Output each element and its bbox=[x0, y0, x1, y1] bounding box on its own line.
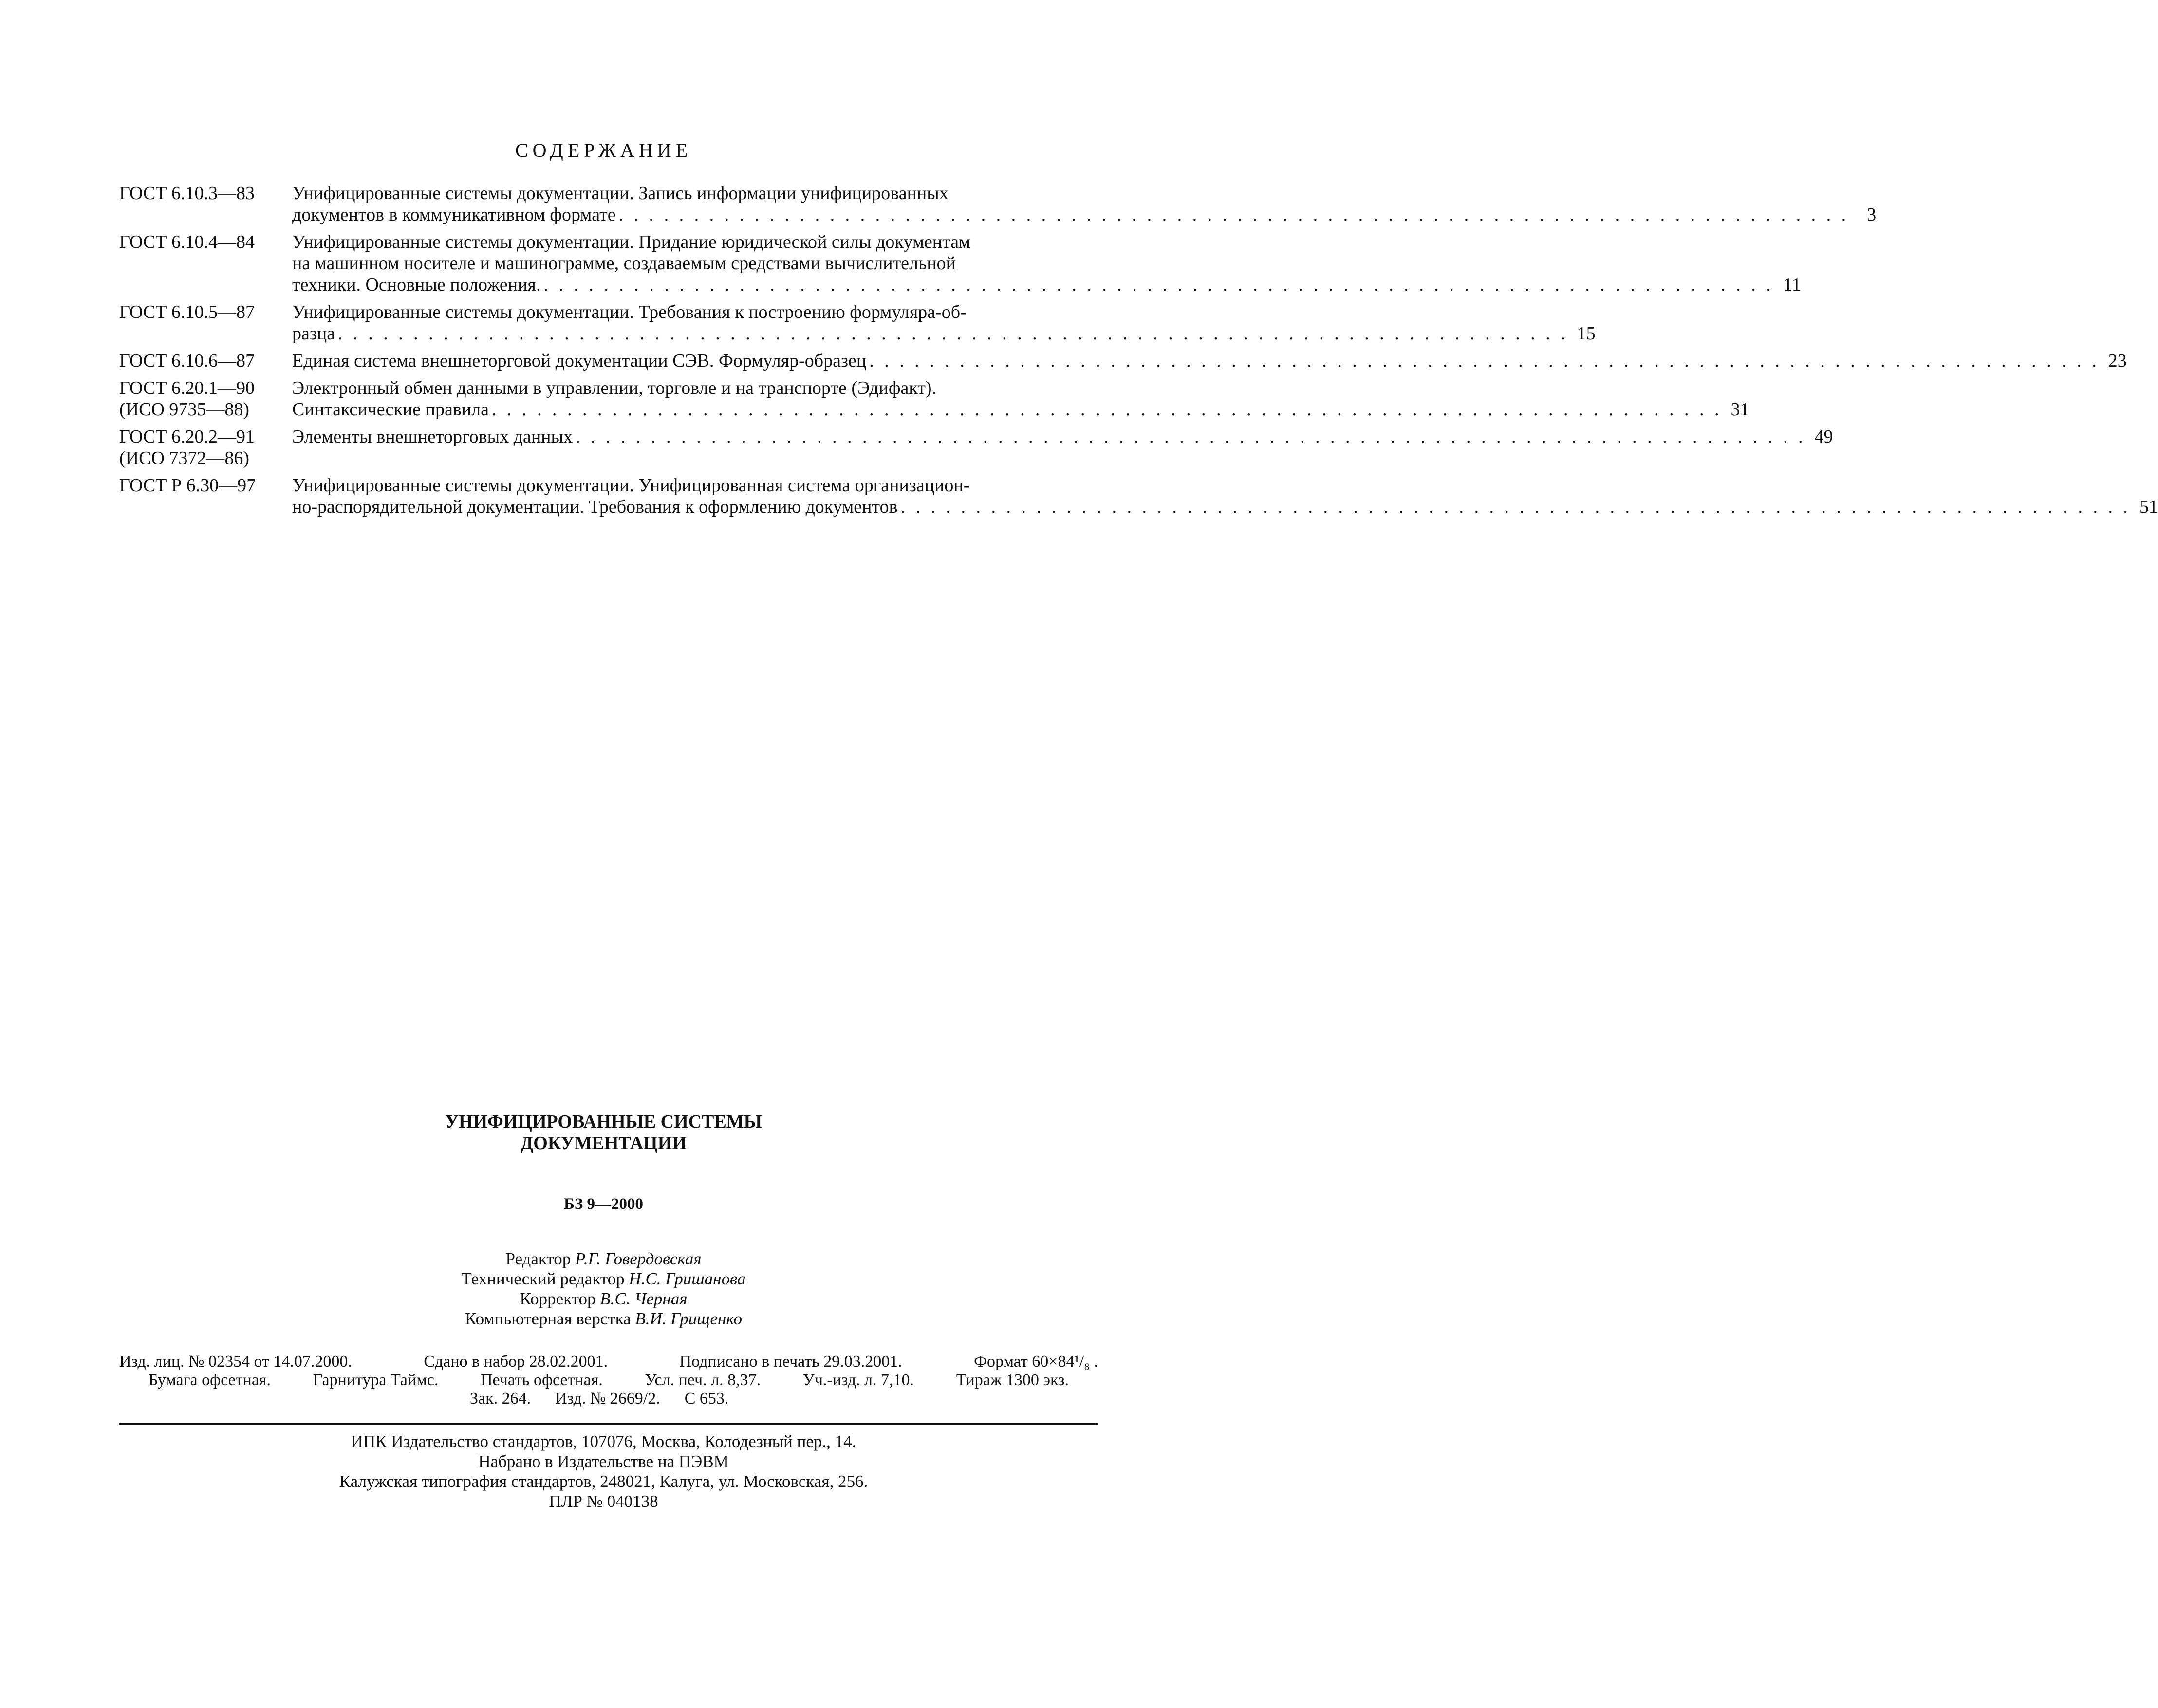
toc-entry-code: ГОСТ 6.20.1—90 (ИСО 9735—88) bbox=[119, 378, 255, 420]
toc-entry-title: Электронный обмен данными в управлении, торговле и на транспорте (Эдифакт). Синтаксические правила . . . . . . . . . . . . . . . . . . . . . . . . . . . . . . . . . . . . . . . . . . . . . . . . . . . . . . . . . . . . . . . . . . . . . . . . . . . . . . . . . . 31 bbox=[292, 378, 1749, 420]
toc-page-number: 15 bbox=[1577, 323, 1596, 344]
toc-entry-title: Унифицированные системы документации. Придание юридической силы документам на машинном носителе и машинограмме, создаваемым средствами вычислительной техники. Основные положения. . . . . . . . . . . . . . . . . . . . . . . . . . . . . . . . . . . . . . . . . . . . . . . . . . . . . . . . . . . . . . . . . . . . . . . . . . . . . . . . . . . 11 bbox=[292, 232, 1801, 295]
leader-dots: . . . . . . . . . . . . . . . . . . . . . . . . . . . . . . . . . . . . . . . . . . . . . . . . . . . . . . . . . . . . . . . . . . . . . . . . . . . . . . . . . . bbox=[618, 204, 1849, 225]
imprint-title: УНИФИЦИРОВАННЫЕ СИСТЕМЫ ДОКУМЕНТАЦИИ bbox=[445, 1112, 762, 1153]
credit-line: Корректор В.С. Черная bbox=[520, 1289, 688, 1308]
toc-page-number: 23 bbox=[2108, 351, 2127, 371]
toc-entry bbox=[119, 301, 1596, 344]
toc-entry bbox=[119, 377, 1749, 420]
toc-entry-code: ГОСТ 6.10.4—84 bbox=[119, 232, 255, 252]
toc-entry-code: ГОСТ 6.10.3—83 bbox=[119, 183, 255, 204]
leader-dots: . . . . . . . . . . . . . . . . . . . . . . . . . . . . . . . . . . . . . . . . . . . . . . . . . . . . . . . . . . . . . . . . . . . . . . . . . . . . . . . . . . bbox=[900, 497, 2131, 517]
publication-row: Изд. лиц. № 02354 от 14.07.2000. Сдано в набор 28.02.2001. Подписано в печать 29.03.2001. Формат 60×84¹/₈ . bbox=[119, 1353, 1098, 1371]
leader-dots: . . . . . . . . . . . . . . . . . . . . . . . . . . . . . . . . . . . . . . . . . . . . . . . . . . . . . . . . . . . . . . . . . . . . . . . . . . . . . . . . . . bbox=[543, 275, 1774, 295]
publication-row: Зак. 264. Изд. № 2669/2. С 653. bbox=[470, 1390, 729, 1408]
publication-row: Бумага офсетная. Гарнитура Таймс. Печать офсетная. Усл. печ. л. 8,37. Уч.-изд. л. 7,10. Тираж 1300 экз. bbox=[149, 1371, 1069, 1389]
toc-entry-title: Элементы внешнеторговых данных . . . . . . . . . . . . . . . . . . . . . . . . . . . . . . . . . . . . . . . . . . . . . . . . . . . . . . . . . . . . . . . . . . . . . . . . . . . . . . . . . . 49 bbox=[292, 427, 1833, 447]
toc-entry bbox=[119, 231, 1801, 296]
toc-entry-title: Унифицированные системы документации. Требования к построению формуляра-об- разца . . . . . . . . . . . . . . . . . . . . . . . . . . . . . . . . . . . . . . . . . . . . . . . . . . . . . . . . . . . . . . . . . . . . . . . . . . . . . . . . . . 15 bbox=[292, 302, 1596, 344]
toc-page-number: 49 bbox=[1814, 427, 1833, 447]
toc-title: СОДЕРЖАНИЕ bbox=[515, 139, 692, 161]
toc-entry bbox=[119, 183, 1877, 225]
leader-dots: . . . . . . . . . . . . . . . . . . . . . . . . . . . . . . . . . . . . . . . . . . . . . . . . . . . . . . . . . . . . . . . . . . . . . . . . . . . . . . . . . . bbox=[576, 427, 1806, 447]
divider bbox=[119, 1423, 1098, 1425]
toc-entry-code: ГОСТ Р 6.30—97 bbox=[119, 475, 256, 496]
leader-dots: . . . . . . . . . . . . . . . . . . . . . . . . . . . . . . . . . . . . . . . . . . . . . . . . . . . . . . . . . . . . . . . . . . . . . . . . . . . . . . . . . . bbox=[869, 351, 2100, 371]
leader-dots: . . . . . . . . . . . . . . . . . . . . . . . . . . . . . . . . . . . . . . . . . . . . . . . . . . . . . . . . . . . . . . . . . . . . . . . . . . . . . . . . . . bbox=[491, 399, 1722, 420]
toc-entry-code: ГОСТ 6.10.6—87 bbox=[119, 351, 255, 371]
credits bbox=[0, 1249, 1207, 1329]
credit-line: Компьютерная верстка В.И. Грищенко bbox=[465, 1309, 742, 1328]
toc-entry-code: ГОСТ 6.20.2—91 (ИСО 7372—86) bbox=[119, 427, 255, 468]
table-of-contents bbox=[119, 183, 2158, 523]
toc-entry-code: ГОСТ 6.10.5—87 bbox=[119, 302, 255, 322]
credit-line: Технический редактор Н.С. Гришанова bbox=[461, 1269, 746, 1288]
imprint-code: БЗ 9—2000 bbox=[564, 1195, 643, 1213]
toc-entry-title: Единая система внешнеторговой документации СЭВ. Формуляр-образец . . . . . . . . . . . . . . . . . . . . . . . . . . . . . . . . . . . . . . . . . . . . . . . . . . . . . . . . . . . . . . . . . . . . . . . . . . . . . . . . . . 23 bbox=[292, 351, 2127, 371]
toc-entry bbox=[119, 475, 2158, 518]
toc-page-number: 11 bbox=[1783, 275, 1801, 295]
publication-details bbox=[119, 1353, 1098, 1408]
toc-entry bbox=[119, 350, 2127, 371]
toc-entry-title: Унифицированные системы документации. Запись информации унифицированных документов в коммуникативном формате . . . . . . . . . . . . . . . . . . . . . . . . . . . . . . . . . . . . . . . . . . . . . . . . . . . . . . . . . . . . . . . . . . . . . . . . . . . . . . . . . . 3 bbox=[292, 183, 1877, 225]
leader-dots: . . . . . . . . . . . . . . . . . . . . . . . . . . . . . . . . . . . . . . . . . . . . . . . . . . . . . . . . . . . . . . . . . . . . . . . . . . . . . . . . . . bbox=[338, 323, 1568, 344]
printer-info: ИПК Издательство стандартов, 107076, Москва, Колодезный пер., 14. Набрано в Издательстве на ПЭВМ Калужская типография стандартов, 248021, Калуга, ул. Московская, 256. ПЛР № 040138 bbox=[339, 1432, 868, 1511]
toc-page-number: 51 bbox=[2139, 497, 2158, 517]
credit-line: Редактор Р.Г. Говердовская bbox=[505, 1249, 702, 1268]
toc-page-number: 3 bbox=[1867, 204, 1877, 225]
toc-entry-title: Унифицированные системы документации. Унифицированная система организацион- но-распорядительной документации. Требования к оформлению документов . . . . . . . . . . . . . . . . . . . . . . . . . . . . . . . . . . . . . . . . . . . . . . . . . . . . . . . . . . . . . . . . . . . . . . . . . . . . . . . . . . 51 bbox=[292, 475, 2158, 517]
toc-entry bbox=[119, 426, 1833, 469]
toc-page-number: 31 bbox=[1730, 399, 1749, 420]
